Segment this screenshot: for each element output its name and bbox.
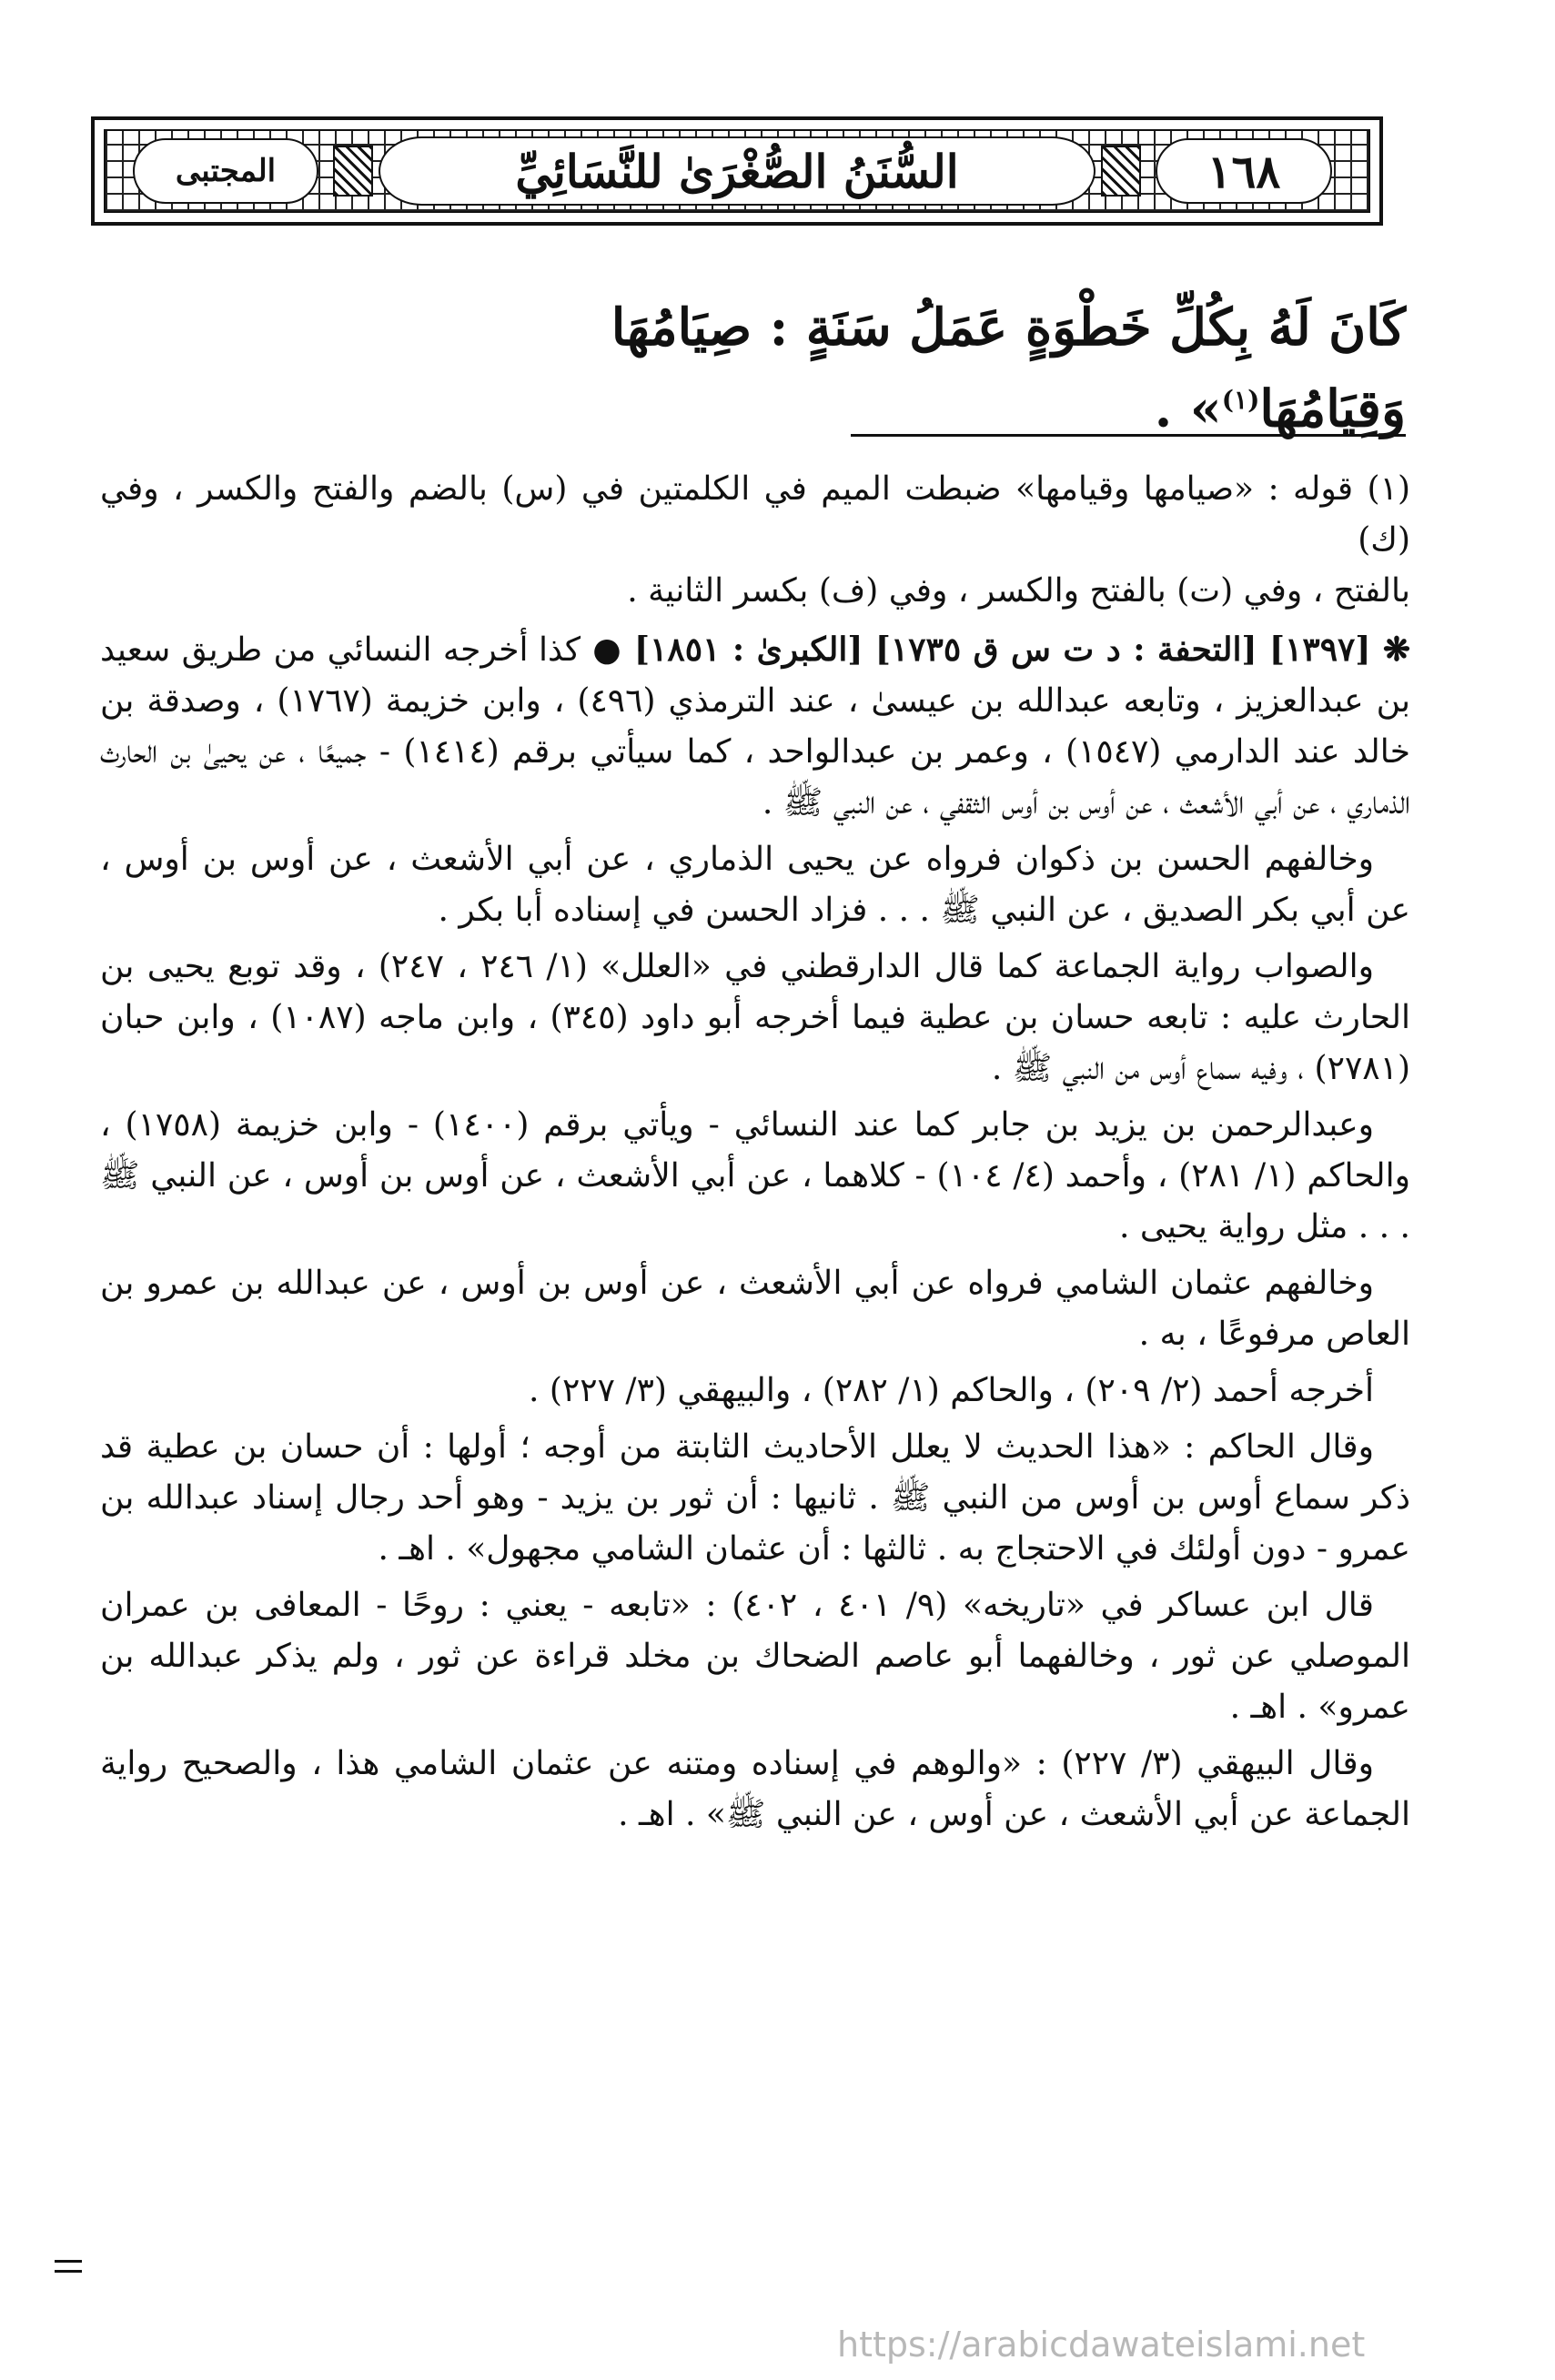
footnote-ref: (١) — [1221, 385, 1260, 415]
hadith-closing: » . — [1154, 378, 1222, 439]
page-number-box — [1156, 138, 1332, 204]
takhrij-paragraph: وخالفهم عثمان الشامي فرواه عن أبي الأشعث ، عن أوس بن أوس ، عن عبدالله بن عمرو بن العاص مرفوعًا ، به . — [100, 1265, 1410, 1353]
ornament-icon — [333, 146, 373, 197]
takhrij-paragraph: والصواب رواية الجماعة كما قال الدارقطني في «العلل» (١/ ٢٤٦ ، ٢٤٧) ، وقد توبع يحيى بن الحارث عليه : تابعه حسان بن عطية فيما أخرجه أبو داود (٣٤٥) ، وابن ماجه (١٠٨٧) ، وابن حبان (٢٧٨١) ، وفيه سماع أوس من النبي ﷺ . — [100, 948, 1411, 1087]
footnote-line: بالفتح ، وفي (ت) بالفتح والكسر ، وفي (ف) بكسر الثانية . — [627, 572, 1410, 610]
notes-section — [100, 464, 1410, 1846]
takhrij-paragraph: أخرجه أحمد (٢/ ٢٠٩) ، والحاكم (١/ ٢٨٢) ، والبيهقي (٣/ ٢٢٧) . — [529, 1372, 1374, 1409]
running-title: السُّنَنُ الصُّغْرَىٰ للنَّسَائِيِّ — [515, 144, 959, 198]
ornament-icon — [1101, 146, 1141, 197]
takhrij-paragraph: وقال الحاكم : «هذا الحديث لا يعلل الأحاديث الثابتة من أوجه ؛ أولها : أن حسان بن عطية قد ذكر سماع أوس بن أوس من النبي ﷺ . ثانيها : أن ثور بن يزيد - وهو أحد رجال إسناد عبدالله بن عمرو - دون أولئك في الاحتجاج به . ثالثها : أن عثمان الشامي مجهول» . اهـ . — [100, 1428, 1410, 1568]
footnote-1 — [100, 464, 1410, 617]
takhrij-paragraph: وعبدالرحمن بن يزيد بن جابر كما عند النسائي - ويأتي برقم (١٤٠٠) - وابن خزيمة (١٧٥٨) ، والحاكم (١/ ٢٨١) ، وأحمد (٤/ ١٠٤) - كلاهما ، عن أبي الأشعث ، عن أوس بن أوس ، عن النبي ﷺ . . . مثل رواية يحيى . — [100, 1106, 1411, 1245]
watermark: https://arabicdawateislami.net — [837, 2325, 1366, 2365]
takhrij-paragraph: وقال البيهقي (٣/ ٢٢٧) : «والوهم في إسناده ومتنه عن عثمان الشامي هذا ، والصحيح رواية الجماعة عن أبي الأشعث ، عن أوس ، عن النبي ﷺ» . اهـ . — [100, 1745, 1410, 1833]
takhrij-paragraph: وخالفهم الحسن بن ذكوان فرواه عن يحيى الذماري ، عن أبي الأشعث ، عن أوس بن أوس ، عن أبي بكر الصديق ، عن النبي ﷺ . . . فزاد الحسن في إسناده أبا بكر . — [100, 841, 1410, 929]
header-title-box — [379, 136, 1096, 206]
header-ornament-frame — [104, 129, 1370, 213]
book-logo — [133, 138, 318, 204]
takhrij-paragraph: قال ابن عساكر في «تاريخه» (٩/ ٤٠١ ، ٤٠٢) : «تابعه - يعني : روحًا - المعافى بن عمران الموصلي عن ثور ، وخالفهما أبو عاصم الضحاك بن مخلد قراءة عن ثور ، ولم يذكر عبدالله بن عمرو» . اهـ . — [100, 1587, 1410, 1726]
page-number: ١٦٨ — [1207, 144, 1281, 198]
hadith-text — [510, 291, 1406, 446]
page-header — [91, 116, 1383, 226]
footnote-divider — [851, 434, 1406, 437]
footnote-line: (١) قوله : «صيامها وقيامها» ضبطت الميم في الكلمتين في (س) بالضم والفتح والكسر ، وفي (ك) — [100, 470, 1410, 559]
margin-mark — [55, 2260, 82, 2273]
takhrij-text: كذا أخرجه النسائي من طريق سعيد بن عبدالعزيز ، وتابعه عبدالله بن عيسىٰ ، عند الترمذي (٤٩٦) ، وابن خزيمة (١٧٦٧) ، وصدقة بن خالد عند الدارمي (١٥٤٧) ، وعمر بن عبدالواحد ، كما سيأتي برقم (١٤١٤) - جميعًا ، عن يحيىٰ بن الحارث الذماري ، عن أبي الأشعث ، عن أوس بن أوس الثقفي ، عن النبي ﷺ . — [100, 631, 1411, 822]
takhrij-paragraph — [100, 624, 1410, 829]
hadith-line: كَانَ لَهُ بِكُلِّ خَطْوَةٍ عَمَلُ سَنَةٍ : صِيَامُهَا وَقِيَامُهَا — [611, 298, 1406, 439]
takhrij-head: ❋ [١٣٩٧] [التحفة : د ت س ق ١٧٣٥] [الكبرىٰ : ١٨٥١] ● — [591, 630, 1411, 669]
book-logo-text: المجتبى — [175, 153, 277, 189]
